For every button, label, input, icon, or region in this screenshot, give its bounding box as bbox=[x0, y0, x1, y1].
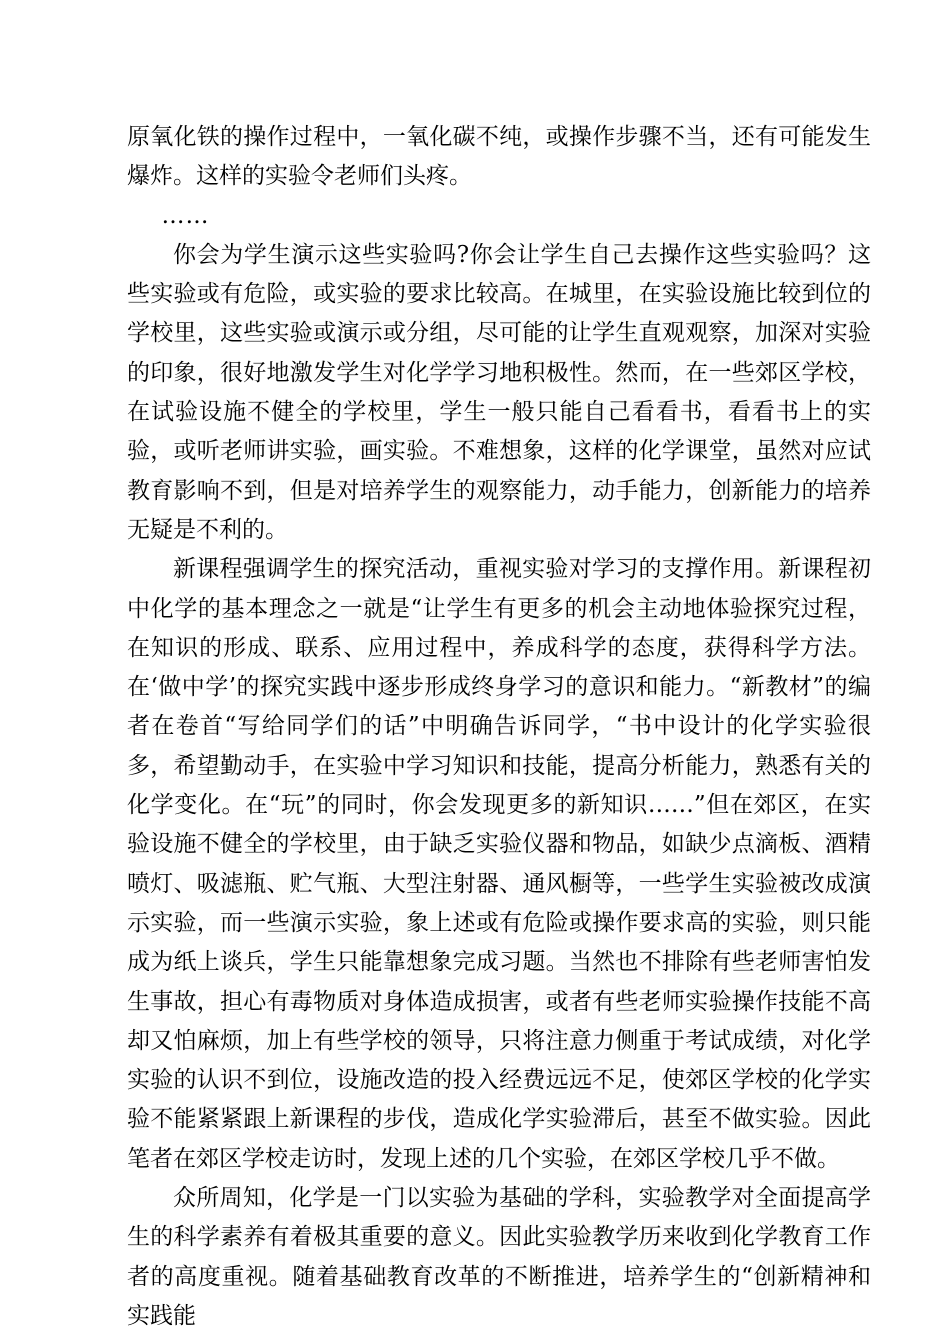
ellipsis-line: …… bbox=[161, 202, 210, 229]
document-page bbox=[127, 118, 871, 1336]
body-paragraph-1: 你会为学生演示这些实验吗?你会让学生自己去操作这些实验吗？这些实验或有危险，或实验的要求比较高。在城里，在实验设施比较到位的学校里，这些实验或演示或分组，尽可能的让学生直观观察，加深对实验的印象，很好地激发学生对化学学习地积极性。然而，在一些郊区学校，在试验设施不健全的学校里，学生一般只能自己看看书，看看书上的实验，或听老师讲实验，画实验。不难想象，这样的化学课堂，虽然对应试教育影响不到，但是对培养学生的观察能力，动手能力，创新能力的培养无疑是不利的。 bbox=[127, 241, 871, 543]
body-paragraph-3: 众所周知，化学是一门以实验为基础的学科，实验教学对全面提高学生的科学素养有着极其重要的意义。因此实验教学历来收到化学教育工作者的高度重视。随着基础教育改革的不断推进，培养学生的“创新精神和实践能 bbox=[127, 1185, 871, 1329]
body-paragraph-2: 新课程强调学生的探究活动，重视实验对学习的支撑作用。新课程初中化学的基本理念之一就是“让学生有更多的机会主动地体验探究过程，在知识的形成、联系、应用过程中，养成科学的态度，获得科学方法。在‘做中学’的探究实践中逐步形成终身学习的意识和能力。“新教材”的编者在卷首“写给同学们的话”中明确告诉同学，“书中设计的化学实验很多，希望勤动手，在实验中学习知识和技能，提高分析能力，熟悉有关的化学变化。在“玩”的同时，你会发现更多的新知识……”但在郊区，在实验设施不健全的学校里，由于缺乏实验仪器和物品，如缺少点滴板、酒精喷灯、吸滤瓶、贮气瓶、大型注射器、通风橱等，一些学生实验被改成演示实验，而一些演示实验，象上述或有危险或操作要求高的实验，则只能成为纸上谈兵，学生只能靠想象完成习题。当然也不排除有些老师害怕发生事故，担心有毒物质对身体造成损害，或者有些老师实验操作技能不高却又怕麻烦，加上有些学校的领导，只将注意力侧重于考试成绩，对化学实验的认识不到位，设施改造的投入经费远远不足，使郊区学校的化学实验不能紧紧跟上新课程的步伐，造成化学实验滞后，甚至不做实验。因此笔者在郊区学校走访时，发现上述的几个实验，在郊区学校几乎不做。 bbox=[127, 556, 871, 1172]
continuation-paragraph: 原氧化铁的操作过程中，一氧化碳不纯，或操作步骤不当，还有可能发生爆炸。这样的实验令老师们头疼。 bbox=[127, 124, 871, 190]
